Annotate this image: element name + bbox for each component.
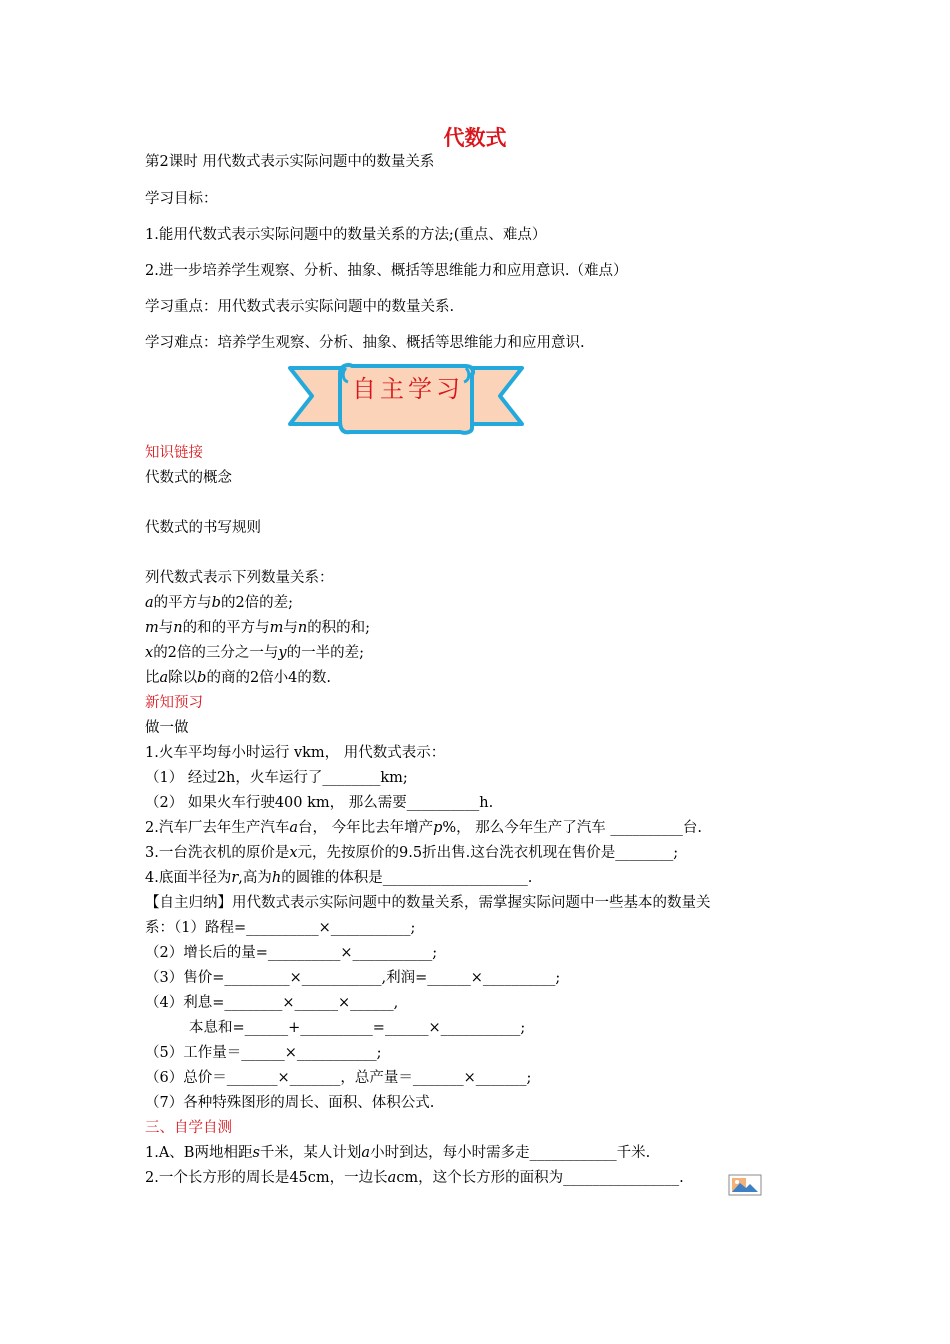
question-4: 4.底面半径为r,高为h的圆锥的体积是____________________. [145, 870, 533, 886]
summary-line-3: （2）增长后的量=__________×___________; [145, 945, 438, 961]
question-1: 1.火车平均每小时运行 vkm， 用代数式表示： [145, 745, 446, 761]
self-test-1: 1.A、B两地相距s千米，某人计划a小时到达，每小时需多走____________千米. [145, 1145, 651, 1161]
preview-heading: 新知预习 [145, 695, 203, 711]
expression-c: x的2倍的三分之一与y的一半的差; [145, 645, 365, 661]
expression-b: m与n的和的平方与m与n的积的和; [145, 620, 371, 636]
summary-line-4: （3）售价=_________×___________,利润=______×__________; [145, 970, 561, 986]
summary-line-6: 本息和=______+__________=______×___________; [189, 1020, 526, 1036]
self-test-2: 2.一个长方形的周长是45cm，一边长acm，这个长方形的面积为________________. [145, 1170, 684, 1186]
goal-1: 1.能用代数式表示实际问题中的数量关系的方法;(重点、难点） [145, 227, 547, 243]
image-placeholder-icon [728, 1174, 762, 1196]
question-1-part-1: （1） 经过2h，火车运行了________km; [145, 770, 408, 786]
writing-rules-item: 代数式的书写规则 [145, 520, 261, 536]
document-title: 代数式 [443, 126, 507, 150]
question-1-part-2: （2） 如果火车行驶400 km， 那么需要__________h. [145, 795, 494, 811]
question-3: 3.一台洗衣机的原价是x元，先按原价的9.5折出售.这台洗衣机现在售价是________; [145, 845, 679, 861]
lesson-title: 第2课时 用代数式表示实际问题中的数量关系 [145, 154, 435, 170]
expression-d: 比a除以b的商的2倍小4的数. [145, 670, 332, 686]
summary-line-9: （7）各种特殊图形的周长、面积、体积公式. [145, 1095, 435, 1111]
summary-line-1: 【自主归纳】用代数式表示实际问题中的数量关系，需掌握实际问题中一些基本的数量关 [145, 895, 711, 911]
knowledge-heading: 知识链接 [145, 445, 203, 461]
goals-heading: 学习目标： [145, 191, 218, 207]
question-2: 2.汽车厂去年生产汽车a台， 今年比去年增产p%， 那么今年生产了汽车 __________台. [145, 820, 703, 836]
difficult-point: 学习难点：培养学生观察、分析、抽象、概括等思维能力和应用意识. [145, 335, 585, 351]
concept-item: 代数式的概念 [145, 470, 232, 486]
try-it-heading: 做一做 [145, 720, 189, 736]
summary-line-2: 系：（1）路程=__________×___________; [145, 920, 416, 936]
self-test-heading: 三、自学自测 [145, 1120, 232, 1136]
summary-line-8: （6）总价＝_______×_______，总产量＝_______×_______; [145, 1070, 532, 1086]
goal-2: 2.进一步培养学生观察、分析、抽象、概括等思维能力和应用意识.（难点） [145, 263, 628, 279]
list-intro: 列代数式表示下列数量关系： [145, 570, 334, 586]
expression-a: a的平方与b的2倍的差; [145, 595, 294, 611]
summary-line-7: （5）工作量＝______×___________; [145, 1045, 382, 1061]
banner-label: 自主学习 [352, 375, 464, 403]
key-point: 学习重点：用代数式表示实际问题中的数量关系. [145, 299, 455, 315]
summary-line-5: （4）利息=________×______×______, [145, 995, 399, 1011]
